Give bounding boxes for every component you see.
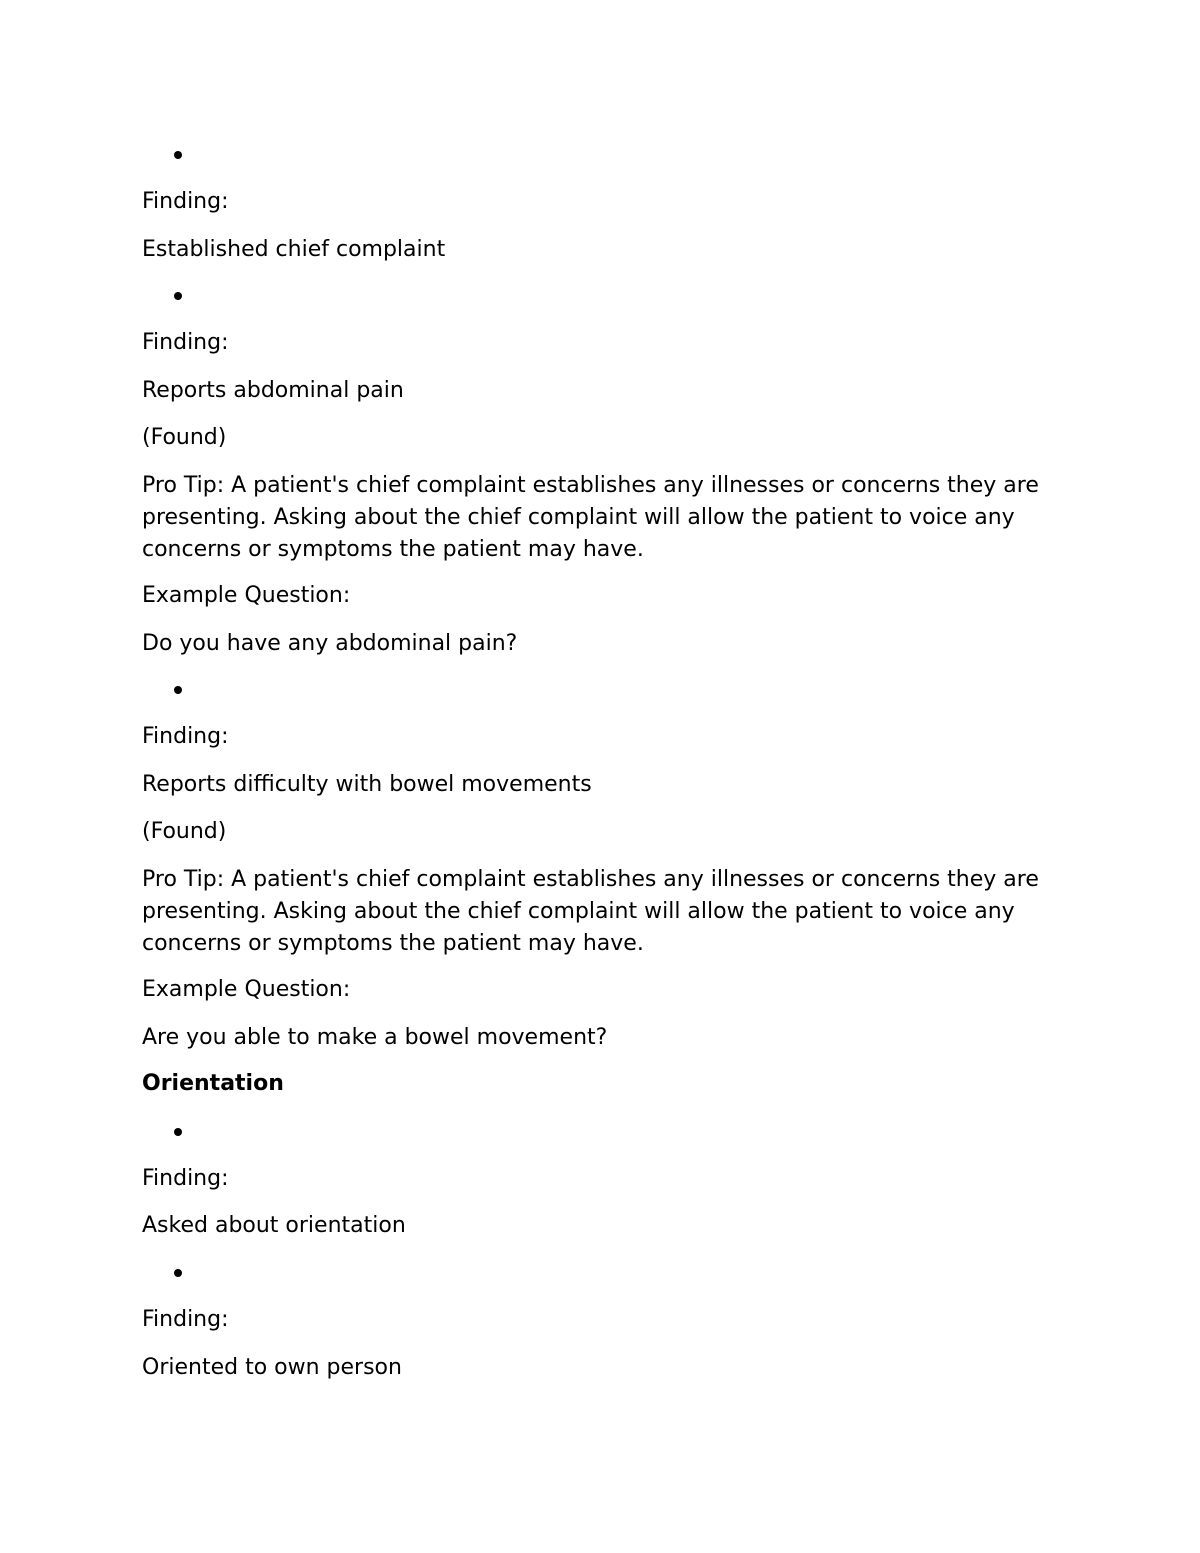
found-status: (Found) (142, 425, 227, 450)
bullet-icon (174, 292, 184, 302)
example-question-label: Example Question: (142, 583, 351, 608)
bullet-icon (174, 151, 184, 161)
finding-value: Reports difficulty with bowel movements (142, 772, 592, 797)
finding-label: Finding: (142, 724, 229, 749)
example-question: Do you have any abdominal pain? (142, 631, 518, 656)
example-question: Are you able to make a bowel movement? (142, 1025, 608, 1050)
bullet-icon (174, 1269, 184, 1279)
bullet-icon (174, 1128, 184, 1138)
pro-tip: Pro Tip: A patient's chief complaint establishes any illnesses or concerns they are presenting. Asking about the chief complaint will allow the patient to voice any concerns or symptoms the patient may have. (142, 867, 1039, 956)
bullet-icon (174, 686, 184, 696)
section-heading: Orientation (142, 1071, 284, 1096)
finding-value: Established chief complaint (142, 237, 446, 262)
found-status: (Found) (142, 819, 227, 844)
finding-label: Finding: (142, 189, 229, 214)
pro-tip: Pro Tip: A patient's chief complaint establishes any illnesses or concerns they are presenting. Asking about the chief complaint will allow the patient to voice any concerns or symptoms the patient may have. (142, 473, 1039, 562)
finding-label: Finding: (142, 1166, 229, 1191)
finding-label: Finding: (142, 1307, 229, 1332)
finding-value: Oriented to own person (142, 1355, 402, 1380)
finding-value: Asked about orientation (142, 1213, 406, 1238)
example-question-label: Example Question: (142, 977, 351, 1002)
finding-label: Finding: (142, 330, 229, 355)
finding-value: Reports abdominal pain (142, 378, 404, 403)
